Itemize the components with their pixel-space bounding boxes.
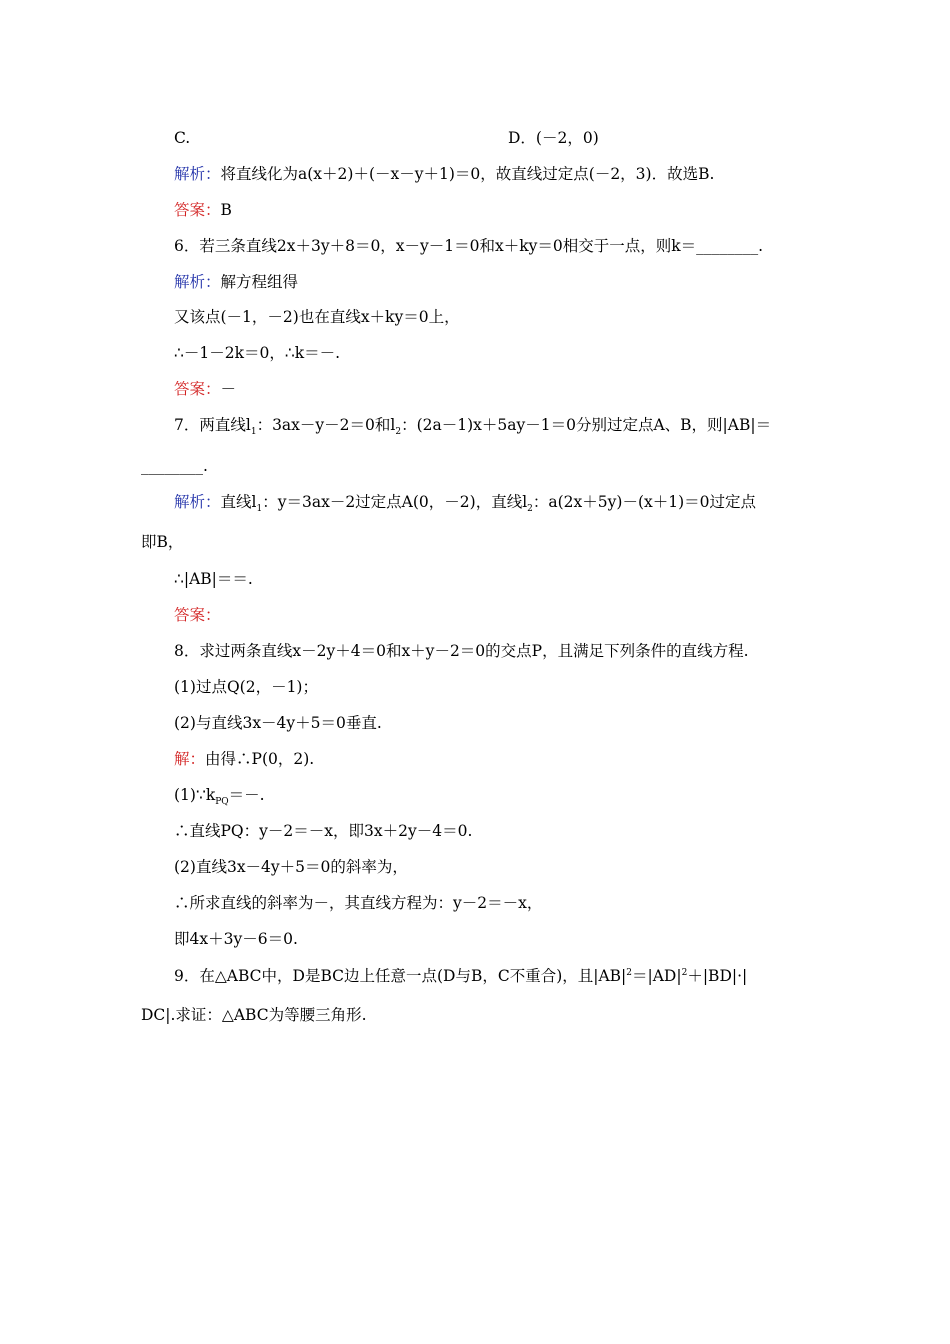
solution-8-line-5 xyxy=(174,893,542,913)
solution-8-line-4 xyxy=(174,857,408,877)
text-line: ∴|AB|＝＝. xyxy=(174,570,253,588)
text-line: ________. xyxy=(141,457,208,475)
text-part: 7．两直线l xyxy=(174,416,251,434)
solution-text: 由得∴P(0，2). xyxy=(205,750,315,768)
analysis-7-line-2 xyxy=(141,532,183,552)
option-d xyxy=(508,128,599,148)
analysis-label: 解析： xyxy=(174,165,221,183)
analysis-6-line-3 xyxy=(174,343,340,363)
text-part: ＝－. xyxy=(228,786,265,804)
text-part: ：y＝3ax－2过定点A(0，－2)，直线l xyxy=(262,493,528,511)
question-6 xyxy=(174,236,763,256)
text-line: (2)与直线3x－4y＋5＝0垂直. xyxy=(174,714,382,732)
solution-8-line-3 xyxy=(174,821,472,841)
question-7-blank xyxy=(141,456,208,476)
answer-5 xyxy=(174,200,232,220)
solution-8-line-6 xyxy=(174,929,298,949)
analysis-5 xyxy=(174,164,714,184)
option-c-text: C. xyxy=(174,129,191,147)
option-d-text: D．(－2，0) xyxy=(508,129,599,147)
solution-label: 解： xyxy=(174,750,206,768)
answer-text: － xyxy=(220,380,237,398)
solution-8 xyxy=(174,749,314,769)
option-c xyxy=(174,128,190,148)
text-part: ＋|BD|·| xyxy=(687,967,748,985)
text-line: 又该点(－1，－2)也在直线x＋ky＝0上， xyxy=(174,308,460,326)
text-part: ：a(2x＋5y)－(x＋1)＝0过定点 xyxy=(532,493,757,511)
text-line: ∴－1－2k＝0，∴k＝－. xyxy=(174,344,341,362)
question-8-part-2 xyxy=(174,713,382,733)
subscript: 2 xyxy=(527,504,533,515)
question-9-line-2 xyxy=(141,1005,367,1025)
question-7 xyxy=(174,415,772,438)
superscript: 2 xyxy=(681,967,688,978)
analysis-label: 解析： xyxy=(174,493,221,511)
question-9 xyxy=(174,966,747,986)
analysis-text: 将直线化为a(x＋2)＋(－x－y＋1)＝0，故直线过定点(－2，3)．故选B. xyxy=(220,165,715,183)
text-line: ∴所求直线的斜率为－，其直线方程为：y－2＝－x， xyxy=(174,894,543,912)
text-line: ∴直线PQ：y－2＝－x，即3x＋2y－4＝0. xyxy=(174,822,473,840)
text-part: ：3ax－y－2＝0和l xyxy=(256,416,396,434)
answer-6 xyxy=(174,379,236,399)
question-8-part-1 xyxy=(174,677,318,697)
superscript: 2 xyxy=(626,967,633,978)
analysis-7 xyxy=(174,492,757,515)
analysis-6-line-2 xyxy=(174,307,460,327)
analysis-6 xyxy=(174,272,298,292)
subscript: PQ xyxy=(215,797,229,808)
analysis-label: 解析： xyxy=(174,273,221,291)
question-8 xyxy=(174,641,749,661)
subscript: 1 xyxy=(250,427,257,438)
text-part: (1)∵k xyxy=(174,786,216,804)
answer-label: 答案： xyxy=(174,380,221,398)
text-part: ＝|AD| xyxy=(632,967,682,985)
analysis-text: 解方程组得 xyxy=(220,273,299,291)
answer-label: 答案： xyxy=(174,606,221,624)
text-line: 即B， xyxy=(141,533,184,551)
analysis-7-line-3 xyxy=(174,569,253,589)
answer-text: B xyxy=(220,201,232,219)
text-line: 即4x＋3y－6＝0. xyxy=(174,930,298,948)
text-part: 直线l xyxy=(220,493,257,511)
text-line: (1)过点Q(2，－1)； xyxy=(174,678,318,696)
question-6-text: 6．若三条直线2x＋3y＋8＝0，x－y－1＝0和x＋ky＝0相交于一点，则k＝________. xyxy=(174,237,764,255)
subscript: 2 xyxy=(395,427,402,438)
subscript: 1 xyxy=(256,504,263,515)
text-part: ：(2a－1)x＋5ay－1＝0分别过定点A、B，则|AB|＝ xyxy=(401,416,772,434)
text-line: DC|.求证：△ABC为等腰三角形. xyxy=(141,1006,367,1024)
answer-7 xyxy=(174,605,221,625)
text-line: (2)直线3x－4y＋5＝0的斜率为， xyxy=(174,858,408,876)
question-8-text: 8．求过两条直线x－2y＋4＝0和x＋y－2＝0的交点P，且满足下列条件的直线方程. xyxy=(174,642,749,660)
text-part: 9．在△ABC中，D是BC边上任意一点(D与B，C不重合)，且|AB| xyxy=(174,967,627,985)
answer-label: 答案： xyxy=(174,201,221,219)
solution-8-line-2 xyxy=(174,785,265,808)
